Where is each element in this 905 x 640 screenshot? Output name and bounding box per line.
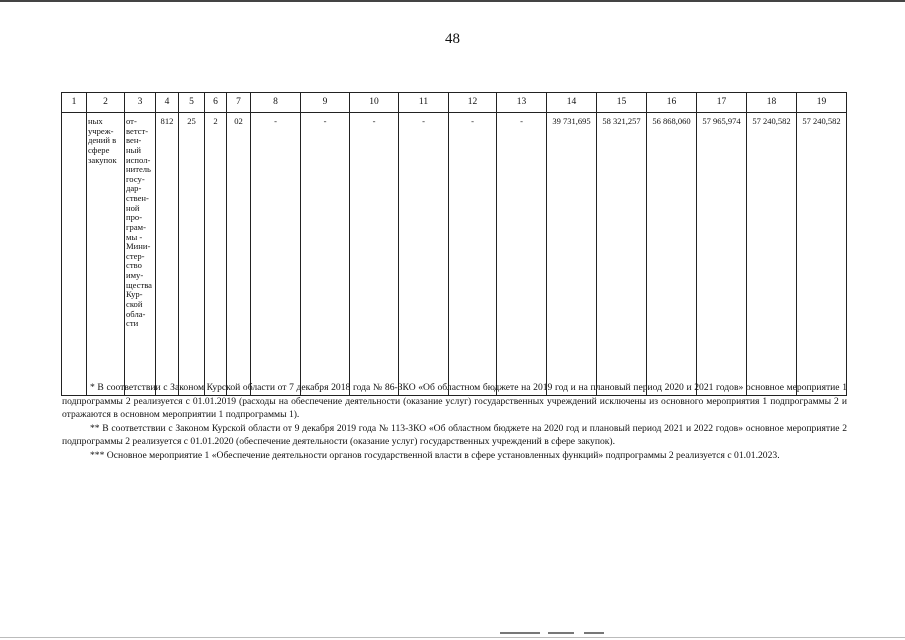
cell-col18-amount: 57 240,582 <box>747 113 797 396</box>
cell-col10: - <box>350 113 399 396</box>
cell-text-line: обла- <box>126 308 146 319</box>
scan-bottom-border <box>0 637 905 638</box>
cell-text-line: госу- <box>126 173 145 184</box>
cell-col15-amount: 58 321,257 <box>597 113 647 396</box>
cell-col14-amount: 39 731,695 <box>547 113 597 396</box>
cell-text-line: от- <box>126 116 137 126</box>
cell-text-line: испол- <box>126 154 151 165</box>
cell-col3-executor <box>125 113 156 396</box>
cell-text-line: мы - <box>126 231 143 242</box>
cell-col16-amount: 56 868,060 <box>647 113 697 396</box>
scan-artifact <box>584 632 604 634</box>
cell-text-line: нитель <box>126 164 151 175</box>
column-header: 18 <box>747 93 797 113</box>
cell-text-line: Кур- <box>126 289 143 300</box>
cell-text-line: закупок <box>88 154 117 165</box>
cell-col8: - <box>251 113 301 396</box>
column-header: 8 <box>251 93 301 113</box>
footnotes <box>62 381 847 463</box>
cell-text-line: про- <box>126 212 143 223</box>
column-header: 5 <box>179 93 205 113</box>
column-header: 3 <box>125 93 156 113</box>
column-header: 1 <box>62 93 87 113</box>
column-header: 12 <box>449 93 497 113</box>
cell-text-line: ство <box>126 260 142 271</box>
cell-text-line: ствен- <box>126 193 149 203</box>
column-header: 15 <box>597 93 647 113</box>
cell-col17-amount: 57 965,974 <box>697 113 747 396</box>
footnote-3: *** Основное мероприятие 1 «Обеспечение деятельности органов государственной власти в сфере установленных функций» подпрограммы 2 реализуется с 01.01.2023. <box>90 450 780 462</box>
column-header: 6 <box>205 93 227 113</box>
page-number: 48 <box>445 31 460 47</box>
scan-artifact <box>548 632 574 634</box>
cell-col7: 02 <box>227 113 251 396</box>
column-header: 11 <box>399 93 449 113</box>
cell-col1 <box>62 113 87 396</box>
cell-text-line: щества <box>126 279 152 290</box>
column-header: 9 <box>301 93 350 113</box>
cell-text-line: Мини- <box>126 241 151 252</box>
column-header: 7 <box>227 93 251 113</box>
cell-text-line: иму- <box>126 270 144 280</box>
footnote-1: * В соответствии с Законом Курской области от 7 декабря 2018 года № 86-ЗКО «Об областном бюджете на 2019 год и на плановый период 2020 и 2021 годов» основное мероприятие 1 подпрограммы 2 реализуется с 01.01.2019 (расходы на обеспечение деятельности (оказание услуг) государственных учреждений исключены из основного мероприятия 1 подпрограммы 2 и отражаются в основном мероприятии 1 подпрограммы 1). <box>62 382 847 421</box>
cell-text-line: дар- <box>126 183 142 194</box>
column-header: 10 <box>350 93 399 113</box>
cell-text-line: дений в <box>88 135 117 146</box>
column-header: 16 <box>647 93 697 113</box>
cell-text-line: ветст- <box>126 125 149 136</box>
table-row <box>62 113 847 396</box>
column-header: 14 <box>547 93 597 113</box>
cell-text-line: вен- <box>126 135 142 146</box>
cell-text-line: стер- <box>126 250 145 261</box>
cell-text-line: учреж- <box>88 125 114 136</box>
cell-text-line: ской <box>126 298 143 309</box>
cell-col13: - <box>497 113 547 396</box>
cell-text-line: ных <box>88 116 103 126</box>
column-header: 2 <box>87 93 125 113</box>
cell-text-line: сти <box>126 318 139 329</box>
cell-text-line: ной <box>126 202 140 213</box>
cell-text-line: сфере <box>88 144 110 155</box>
column-header: 19 <box>797 93 847 113</box>
scan-top-border <box>0 0 905 2</box>
column-header: 4 <box>156 93 179 113</box>
cell-col12: - <box>449 113 497 396</box>
cell-col6: 2 <box>205 113 227 396</box>
cell-col11: - <box>399 113 449 396</box>
cell-col4: 812 <box>156 113 179 396</box>
cell-text-line: ный <box>126 144 141 155</box>
column-header: 17 <box>697 93 747 113</box>
cell-col19-amount: 57 240,582 <box>797 113 847 396</box>
table-header-row <box>62 93 847 113</box>
cell-text-line: грам- <box>126 221 146 232</box>
column-header: 13 <box>497 93 547 113</box>
cell-col2-institutions <box>87 113 125 396</box>
budget-table <box>61 92 847 396</box>
cell-col5: 25 <box>179 113 205 396</box>
scan-artifact <box>500 632 540 634</box>
footnote-2: ** В соответствии с Законом Курской области от 9 декабря 2019 года № 113-ЗКО «Об областном бюджете на 2020 год и плановый период 2021 и 2022 годов» основное мероприятие 2 подпрограммы 2 реализуется с 01.01.2020 (обеспечение деятельности (оказание услуг) государственных учреждений в сфере закупок). <box>62 422 847 448</box>
cell-col9: - <box>301 113 350 396</box>
